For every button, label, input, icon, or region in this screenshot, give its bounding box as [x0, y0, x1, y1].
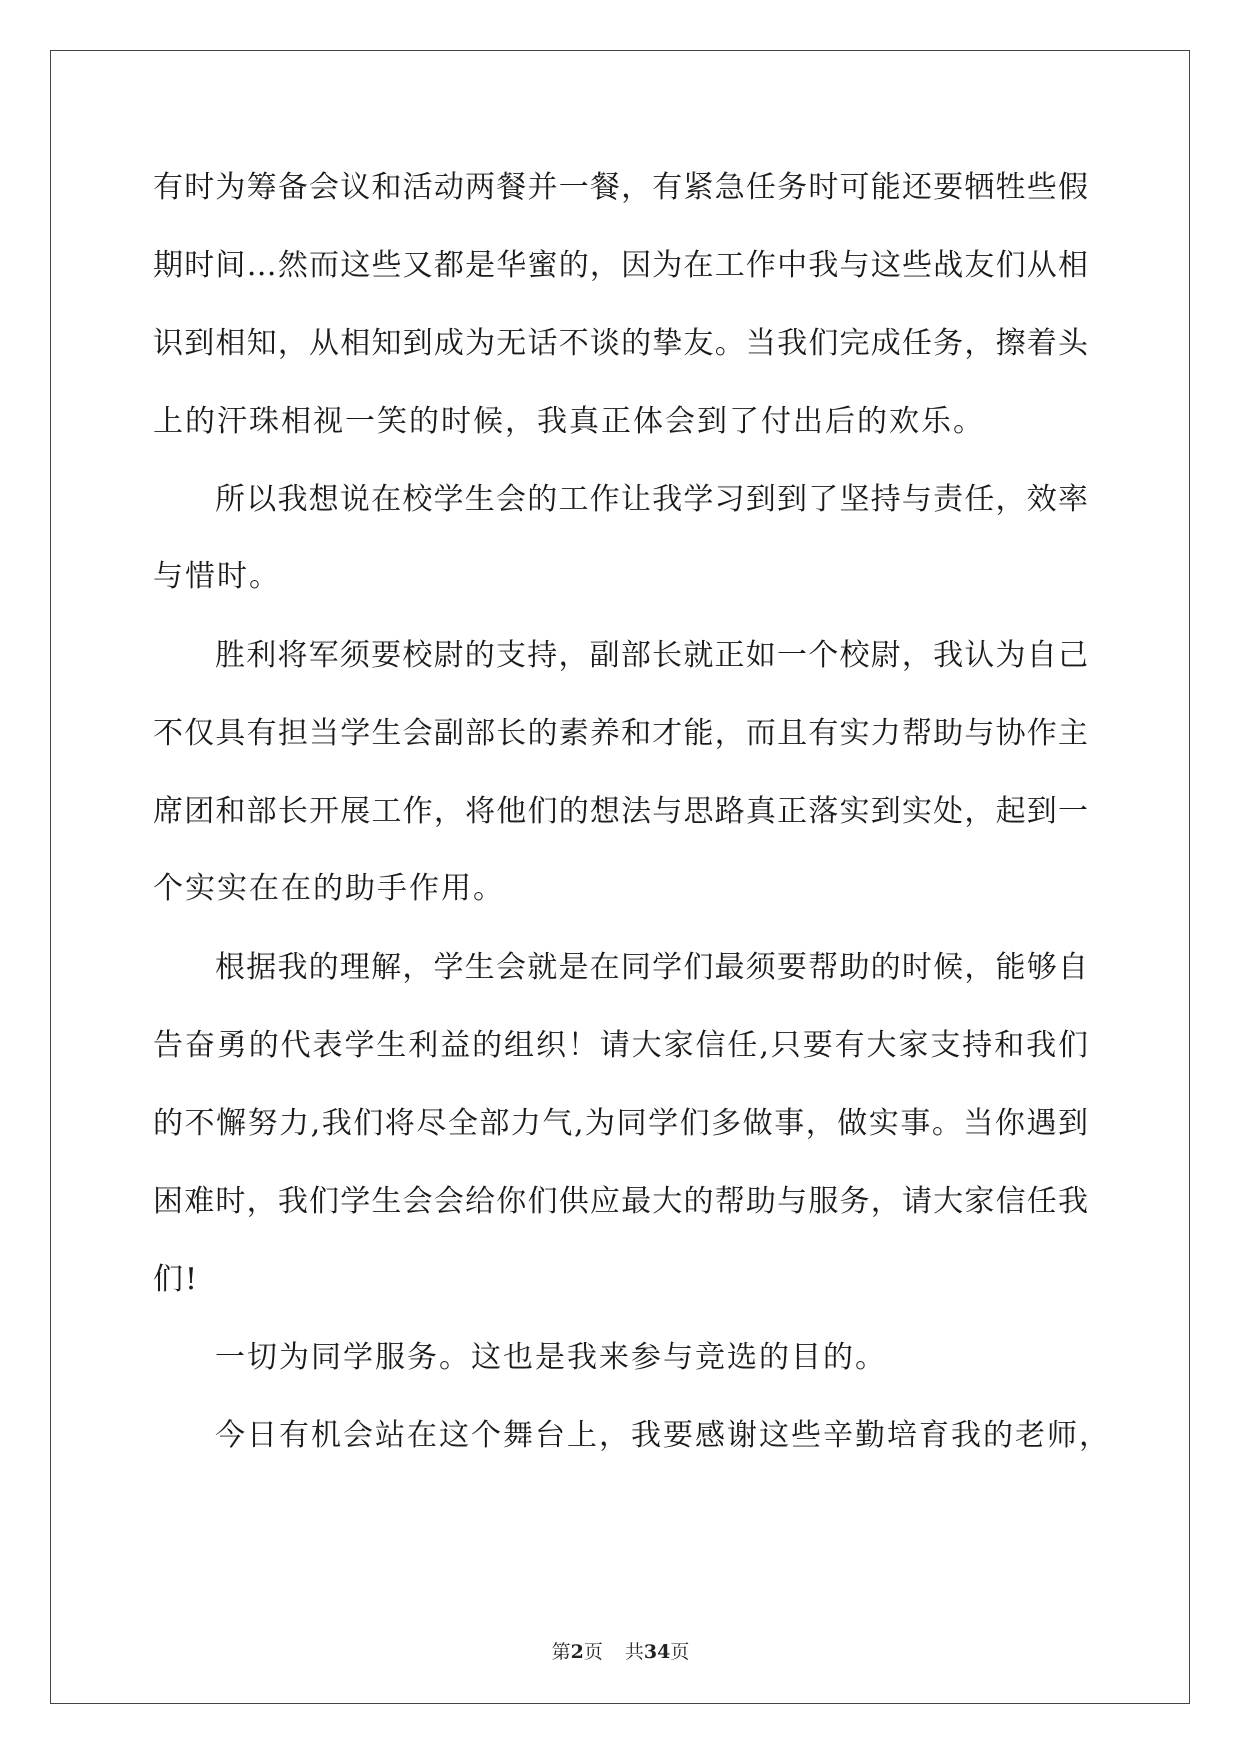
text-line: 个实实在在的助手作用。	[153, 871, 505, 906]
text-line: 上的汗珠相视一笑的时候，我真正体会到了付出后的欢乐。	[153, 404, 985, 439]
text-line: 的不懈努力,我们将尽全部力气,为同学们多做事，做实事。当你遇到	[153, 1106, 1088, 1141]
total-suffix: 页	[670, 1641, 690, 1663]
text-line: 识到相知，从相知到成为无话不谈的挚友。当我们完成任务，擦着头	[153, 326, 1088, 361]
text-line: 有时为筹备会议和活动两餐并一餐，有紧急任务时可能还要牺牲些假	[153, 170, 1088, 205]
total-prefix: 共	[624, 1641, 644, 1663]
page-footer	[0, 1637, 1241, 1667]
text-line: 告奋勇的代表学生利益的组织！请大家信任,只要有大家支持和我们	[153, 1028, 1088, 1063]
text-line: 席团和部长开展工作，将他们的想法与思路真正落实到实处，起到一	[153, 794, 1088, 829]
paragraph-first-line: 今日有机会站在这个舞台上，我要感谢这些辛勤培育我的老师，	[215, 1418, 1111, 1453]
total-pages: 34	[643, 1641, 671, 1663]
paragraph-first-line: 一切为同学服务。这也是我来参与竞选的目的。	[215, 1340, 887, 1375]
text-line: 期时间…然而这些又都是华蜜的，因为在工作中我与这些战友们从相	[153, 248, 1088, 283]
paragraph-first-line: 所以我想说在校学生会的工作让我学习到到了坚持与责任，效率	[215, 482, 1088, 517]
paragraph-first-line: 根据我的理解，学生会就是在同学们最须要帮助的时候，能够自	[215, 950, 1088, 985]
page-prefix: 第	[551, 1641, 571, 1663]
text-line: 不仅具有担当学生会副部长的素养和才能，而且有实力帮助与协作主	[153, 716, 1088, 751]
page-number: 2	[570, 1641, 584, 1663]
paragraph-first-line: 胜利将军须要校尉的支持，副部长就正如一个校尉，我认为自己	[215, 638, 1088, 673]
page-suffix: 页	[583, 1641, 603, 1663]
text-line: 困难时，我们学生会会给你们供应最大的帮助与服务，请大家信任我	[153, 1184, 1088, 1219]
text-line: 与惜时。	[153, 559, 281, 594]
text-line: 们!	[153, 1262, 200, 1297]
